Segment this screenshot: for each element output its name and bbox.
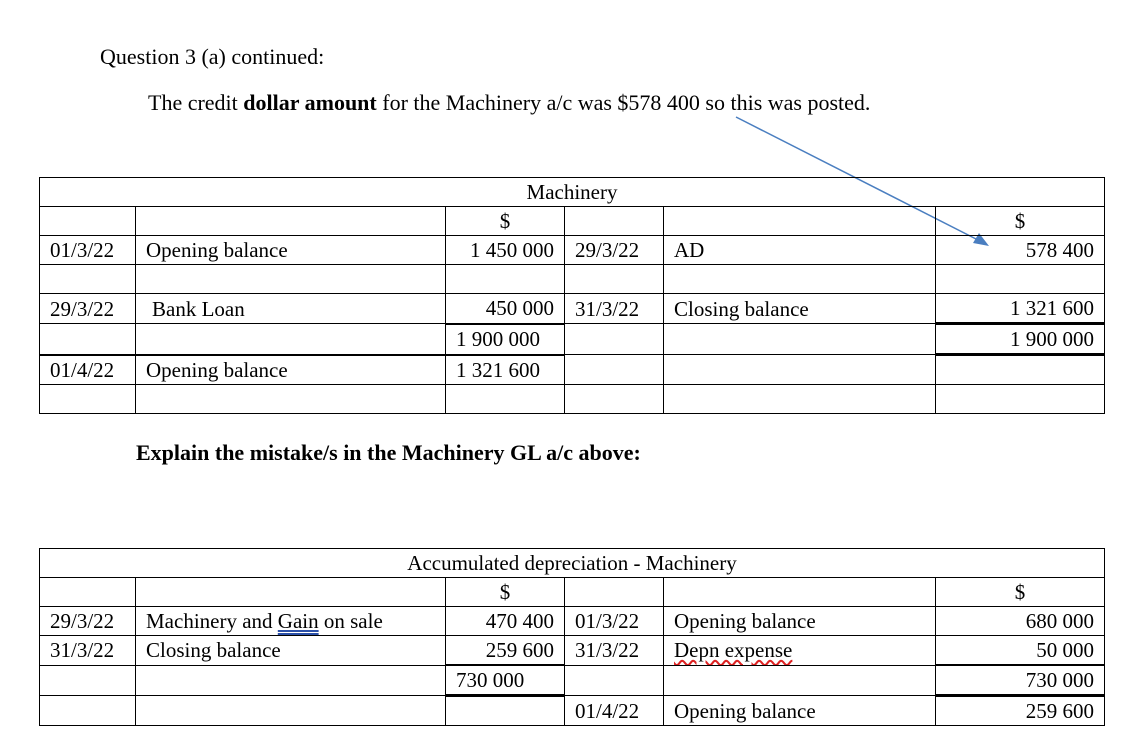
final-date: 01/4/22 xyxy=(40,355,136,385)
total-right: 1 900 000 xyxy=(936,324,1105,355)
accum-depreciation-ledger xyxy=(39,548,1105,726)
machinery-ledger xyxy=(39,177,1105,414)
credit-date: 01/3/22 xyxy=(565,607,664,636)
cell xyxy=(565,324,664,355)
cell xyxy=(40,665,136,696)
cell xyxy=(565,265,664,294)
credit-desc: Closing balance xyxy=(664,294,936,324)
debit-date: 01/3/22 xyxy=(40,236,136,265)
final-desc: Opening balance xyxy=(664,696,936,726)
totals-row xyxy=(40,665,1105,696)
table-row xyxy=(40,607,1105,636)
cell xyxy=(565,385,664,414)
final-amount: 259 600 xyxy=(936,696,1105,726)
table-row xyxy=(40,236,1105,265)
currency-right: $ xyxy=(936,207,1105,236)
credit-date: 31/3/22 xyxy=(565,294,664,324)
intro-after: for the Machinery a/c was $578 400 so this was posted. xyxy=(376,90,871,115)
cell xyxy=(40,696,136,726)
desc-part: Machinery and xyxy=(146,609,278,633)
table-row xyxy=(40,294,1105,324)
credit-amount: 578 400 xyxy=(936,236,1105,265)
credit-amount: 1 321 600 xyxy=(936,294,1105,324)
table-row xyxy=(40,355,1105,385)
debit-desc xyxy=(136,607,446,636)
cell xyxy=(565,578,664,607)
explain-prompt: Explain the mistake/s in the Machinery GL a/c above: xyxy=(136,440,641,465)
credit-amount: 50 000 xyxy=(936,636,1105,666)
debit-amount: 1 450 000 xyxy=(446,236,565,265)
cell xyxy=(664,207,936,236)
intro-bold: dollar amount xyxy=(243,90,377,115)
currency-right: $ xyxy=(936,578,1105,607)
spell-flag-text: Depn expense xyxy=(674,638,793,663)
cell xyxy=(936,385,1105,414)
cell xyxy=(664,324,936,355)
cell xyxy=(936,265,1105,294)
final-date: 01/4/22 xyxy=(565,696,664,726)
final-amount: 1 321 600 xyxy=(446,355,565,385)
cell xyxy=(664,578,936,607)
total-left: 1 900 000 xyxy=(446,324,565,355)
cell xyxy=(136,385,446,414)
cell xyxy=(664,385,936,414)
table-row xyxy=(40,636,1105,666)
debit-desc: Closing balance xyxy=(136,636,446,666)
desc-part-underlined: Gain xyxy=(277,609,319,633)
cell xyxy=(136,578,446,607)
credit-desc xyxy=(664,636,936,666)
intro-sentence xyxy=(148,90,870,116)
cell xyxy=(40,265,136,294)
cell xyxy=(565,207,664,236)
credit-date: 29/3/22 xyxy=(565,236,664,265)
totals-row xyxy=(40,324,1105,355)
debit-amount: 450 000 xyxy=(446,294,565,324)
currency-left: $ xyxy=(446,578,565,607)
table-row xyxy=(40,696,1105,726)
currency-left: $ xyxy=(446,207,565,236)
cell xyxy=(136,207,446,236)
cell xyxy=(446,696,565,726)
cell xyxy=(664,265,936,294)
final-desc: Opening balance xyxy=(136,355,446,385)
total-left: 730 000 xyxy=(446,665,565,696)
cell xyxy=(40,324,136,355)
ledger-title: Machinery xyxy=(40,178,1105,207)
debit-amount: 259 600 xyxy=(446,636,565,666)
cell xyxy=(40,207,136,236)
cell xyxy=(136,265,446,294)
cell xyxy=(565,355,664,385)
cell xyxy=(136,665,446,696)
intro-before: The credit xyxy=(148,90,244,115)
question-heading: Question 3 (a) continued: xyxy=(100,44,325,69)
debit-desc: Opening balance xyxy=(136,236,446,265)
cell xyxy=(136,324,446,355)
desc-part: on sale xyxy=(318,609,383,633)
cell xyxy=(565,665,664,696)
credit-desc: AD xyxy=(664,236,936,265)
debit-date: 31/3/22 xyxy=(40,636,136,666)
credit-amount: 680 000 xyxy=(936,607,1105,636)
cell xyxy=(40,578,136,607)
cell xyxy=(664,355,936,385)
debit-amount: 470 400 xyxy=(446,607,565,636)
debit-date: 29/3/22 xyxy=(40,294,136,324)
credit-desc: Opening balance xyxy=(664,607,936,636)
ledger-title: Accumulated depreciation - Machinery xyxy=(40,549,1105,578)
debit-desc: Bank Loan xyxy=(136,294,446,324)
credit-date: 31/3/22 xyxy=(565,636,664,666)
cell xyxy=(136,696,446,726)
cell xyxy=(40,385,136,414)
cell xyxy=(446,385,565,414)
cell xyxy=(664,665,936,696)
cell xyxy=(936,355,1105,385)
total-right: 730 000 xyxy=(936,665,1105,696)
debit-date: 29/3/22 xyxy=(40,607,136,636)
cell xyxy=(446,265,565,294)
